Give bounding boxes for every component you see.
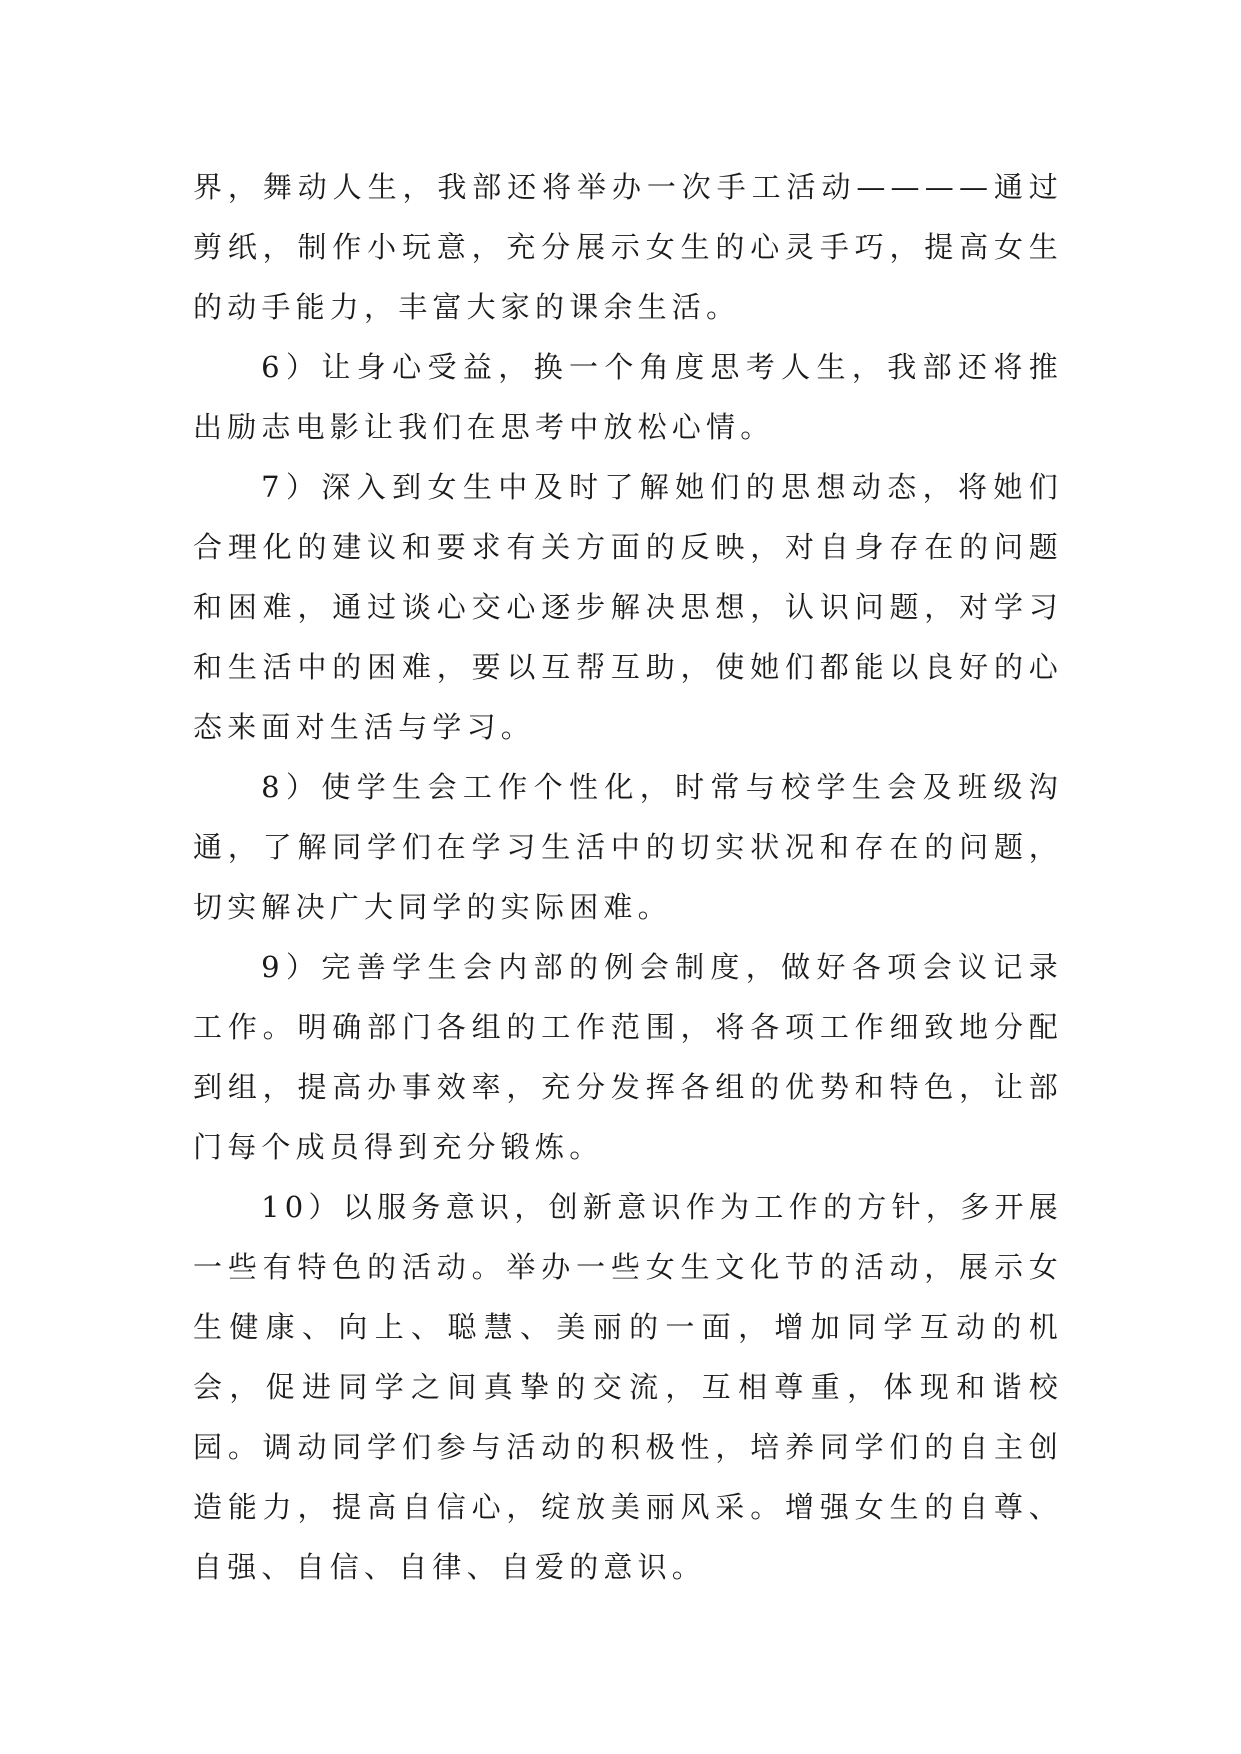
paragraph-item-10: 10）以服务意识，创新意识作为工作的方针，多开展一些有特色的活动。举办一些女生文化节的活动，展示女生健康、向上、聪慧、美丽的一面，增加同学互动的机会，促进同学之间真挚的交流，互相尊重，体现和谐校园。调动同学们参与活动的积极性，培养同学们的自主创造能力，提高自信心，绽放美丽风采。增强女生的自尊、自强、自信、自律、自爱的意识。	[193, 1190, 1063, 1584]
paragraph-item-8: 8）使学生会工作个性化，时常与校学生会及班级沟通，了解同学们在学习生活中的切实状况和存在的问题，切实解决广大同学的实际困难。	[193, 770, 1063, 924]
paragraph-item-7: 7）深入到女生中及时了解她们的思想动态，将她们合理化的建议和要求有关方面的反映，对自身存在的问题和困难，通过谈心交心逐步解决思想，认识问题，对学习和生活中的困难，要以互帮互助，使她们都能以良好的心态来面对生活与学习。	[193, 470, 1063, 744]
document-body	[193, 157, 1063, 1597]
paragraph-continuation: 界，舞动人生，我部还将举办一次手工活动————通过剪纸，制作小玩意，充分展示女生的心灵手巧，提高女生的动手能力，丰富大家的课余生活。	[193, 170, 1063, 324]
paragraph-item-6: 6）让身心受益，换一个角度思考人生，我部还将推出励志电影让我们在思考中放松心情。	[193, 350, 1063, 444]
paragraph-item-9: 9）完善学生会内部的例会制度，做好各项会议记录工作。明确部门各组的工作范围，将各项工作细致地分配到组，提高办事效率，充分发挥各组的优势和特色，让部门每个成员得到充分锻炼。	[193, 950, 1063, 1164]
